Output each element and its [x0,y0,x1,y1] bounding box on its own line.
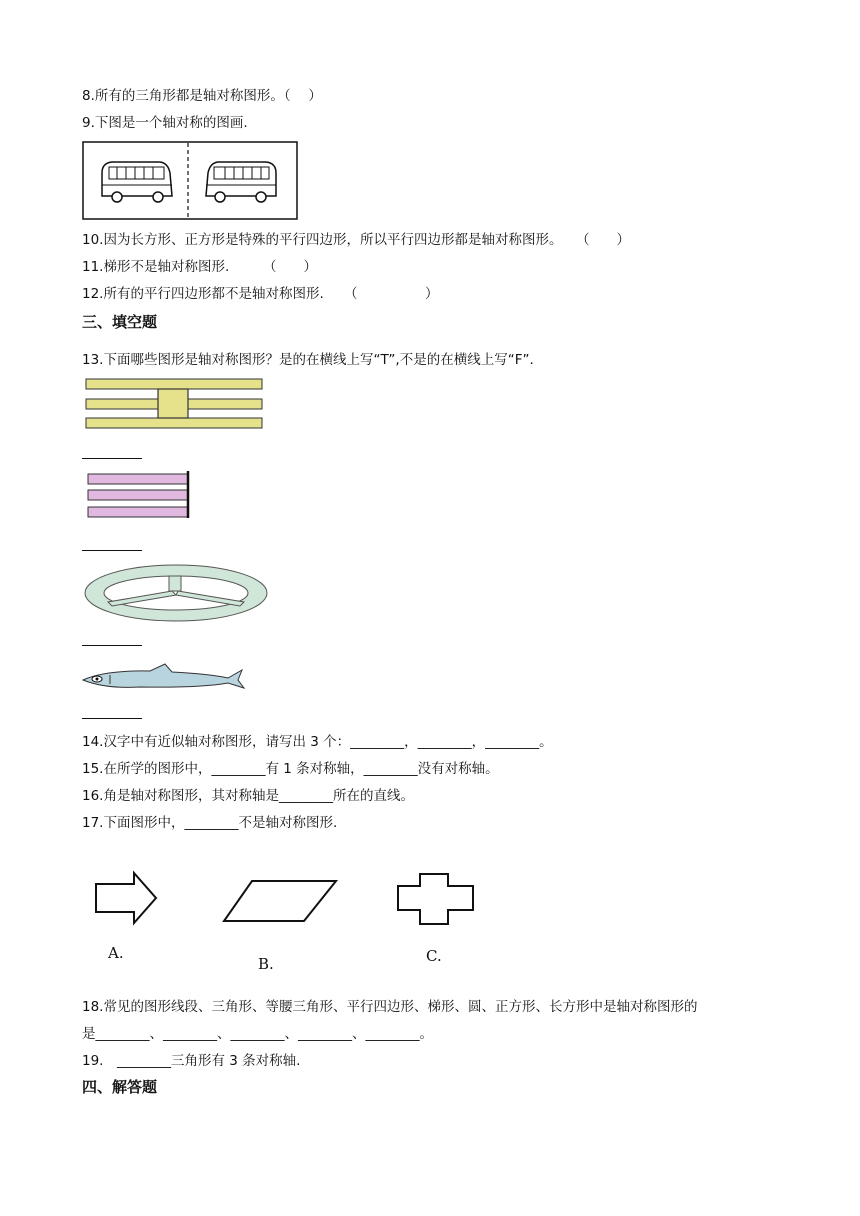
yellow-bars-figure [82,375,272,435]
question-15: 15.在所学的图形中，________有 1 条对称轴，________没有对称轴。 [82,761,499,777]
question-8: 8.所有的三角形都是轴对称图形。（ ） [82,88,322,104]
section-3-title: 三、填空题 [82,313,158,331]
question-9: 9.下图是一个轴对称的图画. [82,115,248,131]
ring-figure [82,562,270,624]
question-16: 16.角是轴对称图形，其对称轴是________所在的直线。 [82,788,414,804]
bus-figure [82,141,298,221]
answer-line-2[interactable] [82,550,142,551]
option-a-label: A. [108,944,124,962]
bus-icon-left [102,162,172,202]
question-11: 11.梯形不是轴对称图形. （ ） [82,259,318,275]
option-c-label: C. [426,947,442,965]
question-14: 14.汉字中有近似轴对称图形，请写出 3 个：________，________，________。 [82,734,553,750]
question-13: 13.下面哪些图形是轴对称图形？是的在横线上写“T”,不是的在横线上写“F”. [82,352,534,368]
answer-line-4[interactable] [82,718,142,719]
parallelogram-shape [224,881,336,921]
question-17: 17.下面图形中，________不是轴对称图形. [82,815,338,831]
cross-shape [398,874,473,924]
answer-line-3[interactable] [82,645,142,646]
section-4-title: 四、解答题 [82,1078,158,1096]
question-12: 12.所有的平行四边形都不是轴对称图形. （ ） [82,286,439,302]
option-b-label: B. [258,955,274,973]
question-18-line-1: 18.常见的图形线段、三角形、等腰三角形、平行四边形、梯形、圆、正方形、长方形中是轴对称图形的 [82,999,698,1015]
answer-line-1[interactable] [82,458,142,459]
bus-icon-right [206,162,276,202]
q17-shapes [90,868,490,930]
fish-figure [80,662,248,694]
question-10: 10.因为长方形、正方形是特殊的平行四边形，所以平行四边形都是轴对称图形。 （ ） [82,232,630,248]
pink-bars-figure [82,468,212,528]
arrow-shape [96,873,156,923]
question-19: 19. ________三角形有 3 条对称轴. [82,1053,301,1069]
question-18-line-2: 是________、________、________、________、________。 [82,1026,433,1042]
